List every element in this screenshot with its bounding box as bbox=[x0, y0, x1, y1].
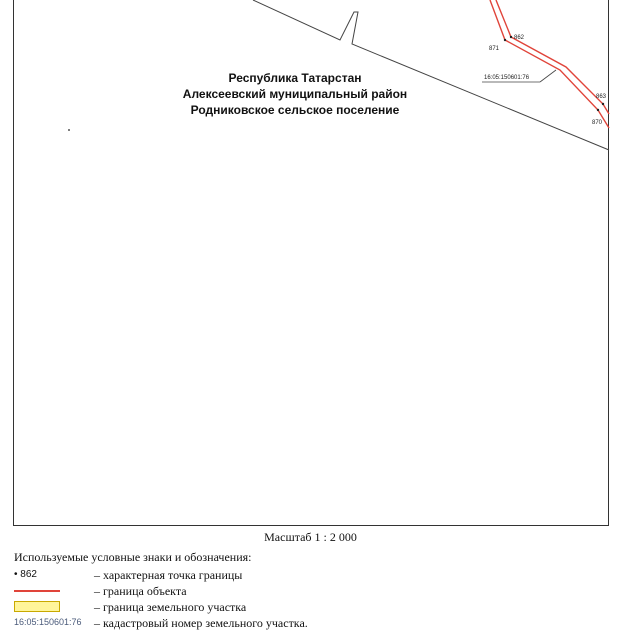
point-label-863: 863 bbox=[596, 94, 607, 100]
parcel-boundary-symbol bbox=[14, 599, 84, 615]
legend-text-object-boundary: – граница объекта bbox=[94, 584, 187, 598]
legend-text-boundary-point: – характерная точка границы bbox=[94, 568, 243, 582]
title-line-settlement: Родниковское сельское поселение bbox=[190, 103, 400, 117]
legend-row-boundary-point bbox=[14, 567, 614, 583]
legend-row-parcel-boundary bbox=[14, 599, 614, 615]
map-dot bbox=[68, 129, 70, 131]
cadastral-leader-line-2 bbox=[540, 70, 556, 82]
legend-title: Используемые условные знаки и обозначения: bbox=[14, 550, 252, 564]
legend bbox=[14, 550, 614, 631]
boundary-point-870 bbox=[597, 109, 599, 111]
map-scale: Масштаб 1 : 2 000 bbox=[264, 530, 357, 544]
legend-text-cadastral-number: – кадастровый номер земельного участка. bbox=[94, 616, 308, 630]
boundary-point-862 bbox=[510, 36, 512, 38]
point-label-870: 870 bbox=[592, 120, 603, 126]
boundary-point-871 bbox=[504, 39, 506, 41]
title-line-republic: Республика Татарстан bbox=[228, 71, 362, 85]
cadastral-number-symbol: 16:05:150601:76 bbox=[14, 617, 82, 627]
point-label-862: 862 bbox=[514, 35, 525, 41]
title-line-district: Алексеевский муниципальный район bbox=[182, 87, 408, 101]
boundary-point-863 bbox=[602, 103, 604, 105]
cadastral-number-label: 16:05:150601:76 bbox=[484, 75, 530, 81]
boundary-point-symbol: • 862 bbox=[14, 569, 37, 580]
point-label-871: 871 bbox=[489, 46, 500, 52]
legend-text-parcel-boundary: – граница земельного участка bbox=[94, 600, 247, 614]
legend-row-object-boundary bbox=[14, 583, 614, 599]
object-boundary-line-inner bbox=[496, 0, 609, 114]
map-title-block bbox=[160, 70, 430, 118]
object-boundary-symbol bbox=[14, 583, 84, 599]
legend-row-cadastral-number bbox=[14, 615, 614, 631]
